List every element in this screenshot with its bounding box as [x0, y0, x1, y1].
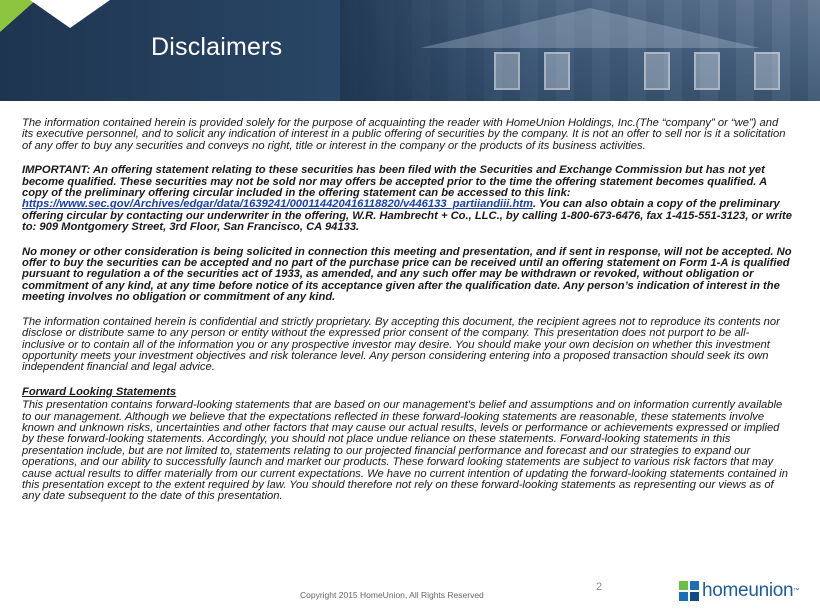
white-notch-accent: [30, 0, 110, 28]
roof-shape: [420, 8, 760, 48]
window-shape: [644, 52, 670, 90]
paragraph-no-money: No money or other consideration is being solicited in connection this meeting and presentation, and if sent in response, will not be accepted. No offer to buy the securities can be accepted and no part of the purchase price can be received until an offering statement on Form 1-A is qualified pursuant to regulation a of the securities act of 1933, as amended, and any such offer may be withdrawn or revoked, without obligation or commitment of any kind, at any time before notice of its acceptance given after the qualification date. Any person’s indication of interest in the meeting involves no obligation or commitment of any kind.: [22, 245, 792, 304]
copyright-text: Copyright 2015 HomeUnion, All Rights Reserved: [300, 590, 484, 600]
window-shape: [754, 52, 780, 90]
house-photo: [340, 0, 820, 101]
page-number: 2: [596, 581, 603, 593]
homeunion-logo: [679, 580, 799, 602]
window-shape: [494, 52, 520, 90]
sec-link[interactable]: https://www.sec.gov/Archives/edgar/data/1639241/000114420416118820/v446133_partiiandiii.htm: [22, 198, 533, 211]
disclaimer-body: [22, 118, 792, 516]
logo-squares-icon: [679, 581, 699, 601]
trademark-symbol: ™: [793, 588, 800, 594]
page-title: Disclaimers: [151, 33, 283, 61]
forward-looking-heading: Forward Looking Statements: [22, 385, 177, 398]
logo-wordmark: homeunion: [702, 580, 794, 601]
header-banner: [0, 0, 820, 101]
important-text-start: IMPORTANT: An offering statement relating to these securities has been filed with the Securities and Exchange Commission but has not yet become qualified. These securities may not be sold nor may offers be accepted prior to the time the offering statement becomes qualified. A copy of the preliminary offering circular included in the offering statement can be accessed to this link:: [22, 164, 767, 200]
paragraph-info: The information contained herein is provided solely for the purpose of acquainting the reader with HomeUnion Holdings, Inc.(The “company” or “we”) and its executive personnel, and to solicit any indication of interest in a public offering of securities by the company. It is not an offer to sell nor is it a solicitation of any offer to buy any securities and conveys no right, title or interest in the company or the products of its business activities.: [22, 117, 786, 152]
window-shape: [544, 52, 570, 90]
window-shape: [694, 52, 720, 90]
paragraph-forward-looking: This presentation contains forward-looking statements that are based on our management's belief and assumptions and on information currently available to our management. Although we believe that the expectations reflected in these forward-looking statements are reasonable, these statements involve known and unknown risks, uncertainties and other factors that may cause our actual results, levels or performance or achievements expressed or implied by these forward-looking statements. Accordingly, you should not place undue reliance on these statements. Forward-looking statements in this presentation include, but are not limited to, statements relating to our projected financial performance and forecast and our strategies to expand our operations, and our ability to successfully launch and market our products. These forward looking statements are subject to various risk factors that may cause actual results to differ materially from our current expectations. We have no current intention of updating the forward-looking statements contained in this presentation except to the extent required by law. You should therefore not rely on these forward-looking statements as representing our views as of any date subsequent to the date of this presentation.: [22, 399, 788, 503]
paragraph-important: [22, 165, 792, 233]
paragraph-confidential: The information contained herein is confidential and strictly proprietary. By accepting this document, the recipient agrees not to reproduce its contents nor disclose or distribute same to any person or entity without the expressed prior consent of the company. This presentation does not purport to be all-inclusive or to contain all of the information you or any prospective investor may desire. You should make your own decision on whether this investment opportunity meets your investment objectives and risk tolerance level. Any person considering entering into a proposed transaction should seek its own independent financial and legal advice.: [22, 315, 780, 374]
important-text-end: . You can also obtain a copy of the preliminary offering circular by contacting our underwriter in the offering, W.R. Hambrecht + Co., LLC., by calling 1-800-673-6476, fax 1-415-551-3123, or write to: 909 Montgomery Street, 3rd Floor, San Francisco, CA 94133.: [22, 198, 792, 234]
